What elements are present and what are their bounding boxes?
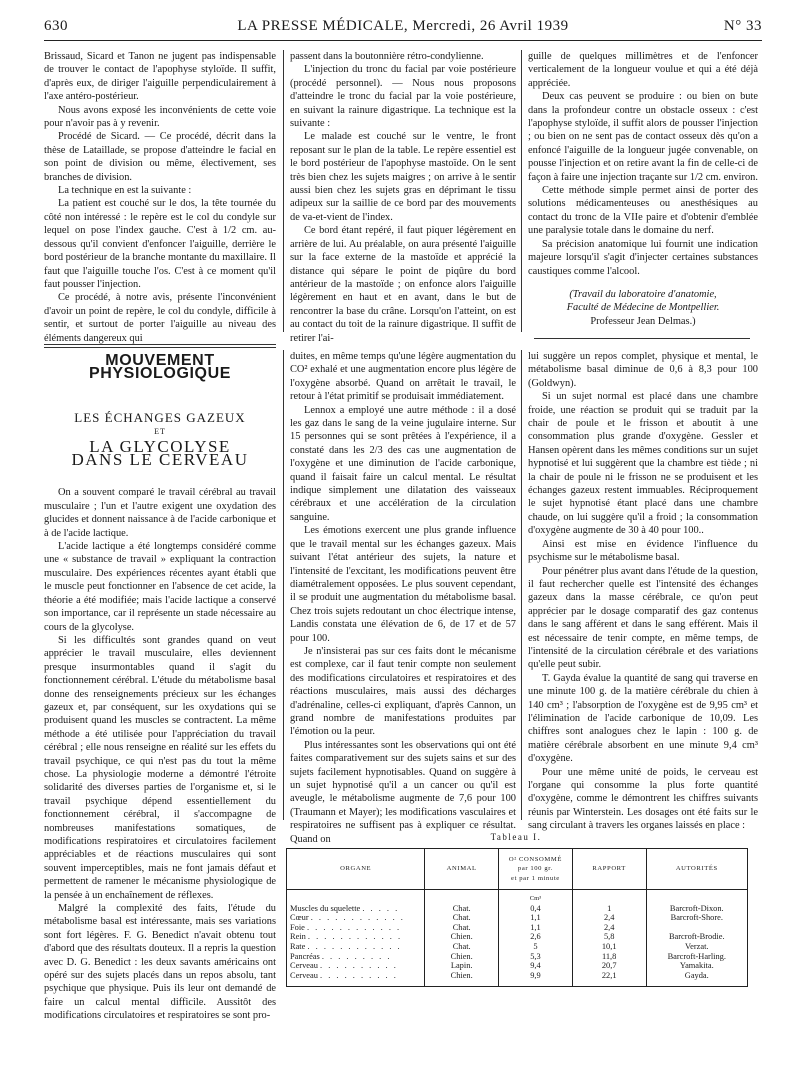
- paragraph: La technique en est la suivante :: [58, 185, 192, 197]
- paragraph: On a souvent comparé le travail cérébral au travail musculaire ; l'un et l'autre exigent une oxydation des glucides et donnent naissance à de l'acide carbonique et à de l'acide lactique.: [44, 487, 276, 539]
- table-row: [287, 952, 748, 962]
- o2-cell: 0,4: [499, 904, 573, 914]
- column-header: ANIMAL: [425, 849, 499, 890]
- paragraph: Malgré la complexité des faits, l'étude du métabolisme basal est intéressante, mais ses variations sont fort légères. F. G. Benedict n'avait obtenu tout d'abord que des résultats douteux. Il a repris la question avec D. G. Benedict : les deux savants américains ont opéré sur des sujets placés dans un repos absolu, tant psychique que physique. Puis ils leur ont demandé de faire un calcul mental difficile. Aussitôt des modifications circulatoires et respiratoires se sont pro-: [44, 903, 276, 1022]
- paragraph: Pour pénétrer plus avant dans l'étude de la question, il faut rechercher quelle est l'intensité des échanges gazeux dans la masse cérébrale, ce qu'on peut apprécier par le dosage comparatif des gaz contenus dans le sang afférent et dans le sang efférent. Mais il est nécessaire de tenir compte, en même temps, de l'intensité de la circulation cérébrale et des variations qu'elle peut subir.: [528, 565, 758, 671]
- ratio-cell: 11,8: [572, 952, 646, 962]
- paragraph: Deux cas peuvent se produire : ou bien on bute dans la profondeur contre un obstacle osseux : c'est l'apophyse styloïde, il suffit alors de pousser l'injection ; ou bien on ne sent pas de contact osseux dès qu'on a enfoncé l'aiguille de la longueur jugée convenable, on pousse l'injection et on retire avant la fin de celle-ci de façon à faire une injection traçante sur 1/2 cm. environ.: [528, 91, 758, 183]
- paragraph: Lennox a employé une autre méthode : il a dosé les gaz dans le sang de la veine jugulaire interne. Sur 15 personnes qui se sont prêtées à l'expérience, il a constaté dans les 2/3 des cas une augmentation de l'oxygène et une diminution de l'acide carbonique, quand il faisait faire un calcul mental. Le résultat indique simplement une dilatation des vaisseaux cérébraux et une accélération de la circulation sanguine.: [290, 404, 516, 523]
- paragraph: Brissaud, Sicard et Tanon ne jugent pas indispensable de trouver le contact de l'apophyse styloïde. Il suffit, d'après eux, de diriger l'aiguille perpendiculairement à l'axe antéro-postérieur.: [44, 51, 276, 103]
- article-column-2: [290, 350, 516, 846]
- header-line: par 100 gr.: [517, 865, 553, 873]
- column-divider: [283, 50, 284, 332]
- animal-cell: Chat.: [425, 913, 499, 923]
- column-divider: [521, 350, 522, 820]
- data-table: [286, 848, 748, 987]
- credit-line: Faculté de Médecine de Montpellier.: [566, 302, 720, 314]
- animal-cell: Chien.: [425, 932, 499, 942]
- paragraph: Sa précision anatomique lui fournit une indication majeure lorsqu'il s'agit d'injecter certaines substances caustiques comme l'alcool.: [528, 238, 758, 277]
- ratio-cell: 20,7: [572, 961, 646, 971]
- issue-number: N° 33: [723, 18, 762, 34]
- paragraph: Je n'insisterai pas sur ces faits dont le mécanisme est complexe, car il faut tenir compte non seulement des modifications circulatoires et respiratoires et des réactions musculaires, mais aussi des décharges d'adrénaline, celles-ci expliquant, d'après Cannon, un grand nombre de manifestations produites par l'émotion ou la peur.: [290, 645, 516, 738]
- animal-cell: Chat.: [425, 923, 499, 933]
- o2-cell: 9,4: [499, 961, 573, 971]
- table-header-row: [287, 849, 748, 890]
- o2-cell: 1,1: [499, 923, 573, 933]
- paragraph: Les émotions exercent une plus grande influence que le travail mental sur les échanges gazeux. Mais suivant l'état antérieur des sujets, la nature et l'intensité de l'excitant, les modifications peuvent être diamétralement opposées. Le plus souvent cependant, il se produit une augmentation du métabolisme basal. Chez trois sujets redoutant un choc électrique intense, Landis constata une élévation de 6, de 17 et de 57 pour 100.: [290, 525, 516, 644]
- header-line: et par 1 minute: [511, 874, 560, 882]
- o2-cell: 5,3: [499, 952, 573, 962]
- top-column-3: [528, 50, 758, 328]
- credit-author: Professeur Jean Delmas.): [590, 315, 696, 327]
- organ-cell: Foie . . . . . . . . . . . .: [287, 923, 425, 933]
- column-divider: [521, 50, 522, 332]
- paragraph: Ainsi est mise en évidence l'influence du psychisme sur le métabolisme basal.: [528, 538, 758, 564]
- top-column-2: [290, 50, 516, 345]
- table-row: [287, 942, 748, 952]
- paragraph: Si un sujet normal est placé dans une chambre froide, une réaction se produit qui se traduit par la chair de poule et le frisson et aboutit à une consommation plus grande d'oxygène. Gessler et Hansen opèrent dans les mêmes conditions sur un sujet hypnotisé et lui suggèrent que la chambre est tiède ; ni la chair de poule ni le frisson ne se produisent et les échanges gazeux restent immuables. Réciproquement le sujet hypnotisé étant placé dans une chambre chaude, on lui suggère qu'il a froid ; la consommation d'oxygène augmente de 30 à 40 pour 100..: [528, 391, 758, 537]
- authority-cell: Yamakita.: [646, 961, 747, 971]
- animal-cell: Lapin.: [425, 961, 499, 971]
- organ-cell: Rate . . . . . . . . . . . .: [287, 942, 425, 952]
- animal-cell: Chat.: [425, 942, 499, 952]
- organ-cell: Cerveau . . . . . . . . . .: [287, 971, 425, 987]
- paragraph: Si les difficultés sont grandes quand on veut apprécier le travail musculaire, elles deviennent presque insurmontables quand il s'agit du fonctionnement cérébral. L'étude du métabolisme basal donne des renseignements précieux sur les échanges gazeux et, par conséquent, sur les oxydations qui se produisent quand les muscles se contractent. La même méthode a été utilisée pour l'appréciation du travail cérébral ; elle nous renseigne en réalité sur les effets du travail psychique, ce qui n'est pas du tout la même chose. La physiologie moderne a démontré l'étroite solidarité des diverses parties de l'organisme et, si le travail psychique dépend essentiellement du fonctionnement cérébral, il s'accompagne de nombreuses manifestations somatiques, de modifications respiratoires et circulatoires facilement appréciables et de réactions musculaires qui sont souvent imperceptibles, mais ne font jamais défaut et permettent de ramener le mécanisme physiologique de la pensée à un enchaînement de réflexes.: [44, 634, 276, 901]
- paragraph: duites, en même temps qu'une légère augmentation du CO² exhalé et une augmentation encore plus légère de l'oxygène absorbé. Quand on arrêtait le travail, le retour à l'état primitif se produisait immédiatement.: [290, 351, 516, 403]
- authority-cell: Verzat.: [646, 942, 747, 952]
- authority-cell: Barcroft-Harling.: [646, 952, 747, 962]
- authority-cell: Gayda.: [646, 971, 747, 987]
- ratio-cell: 5,8: [572, 932, 646, 942]
- paragraph: Procédé de Sicard. — Ce procédé, décrit dans la thèse de Lataillade, se propose d'atteindre le facial en son point de division ou même, électivement, ses branches de division.: [44, 131, 276, 183]
- title-line: DANS LE CERVEAU: [71, 450, 249, 470]
- ratio-cell: 2,4: [572, 913, 646, 923]
- table-row: [287, 971, 748, 987]
- table-row: [287, 904, 748, 914]
- organ-cell: Muscles du squelette . . . . .: [287, 904, 425, 914]
- organ-cell: Cerveau . . . . . . . . . .: [287, 961, 425, 971]
- authority-cell: Barcroft-Brodie.: [646, 932, 747, 942]
- paragraph: Ce bord étant repéré, il faut piquer légèrement en arrière de lui. Au préalable, on aura présenté l'aiguille sur la face externe de la mastoïde et apprécié la distance qui sépare le point de piqûre du bord antérieur de la mastoïde ; on enfonce alors l'aiguille légèrement en haut et en avant, dans le but de rencontrer la base du crâne. Lorsqu'on l'atteint, on est au contact du toit de la rainure digastrique. Il suffit de retirer l'ai-: [290, 225, 516, 344]
- o2-cell: 5: [499, 942, 573, 952]
- page-number: 630: [44, 18, 68, 34]
- paragraph: passent dans la boutonnière rétro-condylienne.: [290, 51, 484, 62]
- table-caption: Tableau I.: [490, 832, 542, 842]
- ratio-cell: 1: [572, 904, 646, 914]
- unit-label: Cm³: [499, 890, 573, 904]
- column-divider: [283, 350, 284, 820]
- paragraph: Cette méthode simple permet ainsi de porter des solutions médicamenteuses ou anesthésiques au contact du tronc de la VIIe paire et d'obtenir d'emblée une paralysie totale dans le domaine du nerf.: [528, 185, 758, 237]
- title-line: LA GLYCOLYSE: [89, 436, 231, 456]
- section-divider: [44, 344, 276, 348]
- paragraph: La patient est couché sur le dos, la tête tournée du côté non intéressé : le repère est le col du condyle sur lequel on pose l'index gauche. C'est à 1/2 cm. au-dessous qu'il convient d'enfoncer l'aiguille, derrière le bord postérieur de la branche montante du maxillaire. Il faut que l'aiguille touche l'os. C'est à ce moment qu'il faut pousser l'injection.: [44, 198, 276, 290]
- paragraph: Pour une même unité de poids, le cerveau est l'organe qui consomme la plus forte quantité d'oxygène, comme le démontrent les chiffres suivants réunis par Winterstein. Les dosages ont été faits sur le sang circulant à travers les organes laissés en place :: [528, 766, 758, 832]
- section-heading: MOUVEMENT PHYSIOLOGIQUE: [88, 352, 232, 383]
- column-header: [499, 849, 573, 890]
- paragraph: guille de quelques millimètres et de l'enfoncer verticalement de la longueur voulue et qui a été déjà appréciée.: [528, 51, 758, 89]
- o2-cell: 9,9: [499, 971, 573, 987]
- paragraph: Nous avons exposé les inconvénients de cette voie pour n'avoir pas à y revenir.: [44, 104, 276, 130]
- table-row: [287, 923, 748, 933]
- authority-cell: Barcroft-Shore.: [646, 913, 747, 923]
- table-row: [287, 913, 748, 923]
- ratio-cell: 22,1: [572, 971, 646, 987]
- header-line: O² CONSOMMÉ: [508, 855, 562, 863]
- animal-cell: Chien.: [425, 971, 499, 987]
- title-conjunction: ET: [154, 427, 166, 437]
- table-row: [287, 932, 748, 942]
- title-line: LES ÉCHANGES GAZEUX: [74, 409, 246, 425]
- paragraph: Le malade est couché sur le ventre, le front reposant sur le plan de la table. Le repère essentiel est le bord postérieur de l'apophyse mastoïde. On le sent très bien chez les sujets maigres ; on arrive à le sentir aussi bien chez les sujets gras en déprimant le tissu adipeux sur la saillie de ce bord par des mouvements de va-et-vient de l'index.: [290, 131, 516, 223]
- credit-line: (Travail du laboratoire d'anatomie,: [569, 288, 717, 300]
- column-header: AUTORITÉS: [646, 849, 747, 890]
- article-column-3: [528, 350, 758, 833]
- organ-cell: Pancréas . . . . . . . . .: [287, 952, 425, 962]
- o2-cell: 1,1: [499, 913, 573, 923]
- authority-cell: [646, 923, 747, 933]
- column-header: RAPPORT: [572, 849, 646, 890]
- authority-cell: Barcroft-Dixon.: [646, 904, 747, 914]
- animal-cell: Chien.: [425, 952, 499, 962]
- section-divider: [534, 338, 750, 339]
- ratio-cell: 2,4: [572, 923, 646, 933]
- journal-title: LA PRESSE MÉDICALE, Mercredi, 26 Avril 1939: [237, 18, 569, 34]
- table-unit-row: [287, 890, 748, 904]
- paragraph: lui suggère un repos complet, physique et mental, le métabolisme basal diminue de 0,6 à 8,3 pour 100 (Goldwyn).: [528, 351, 758, 389]
- animal-cell: Chat.: [425, 904, 499, 914]
- article-column-1: [44, 354, 276, 1023]
- article-credit: [528, 288, 758, 328]
- column-header: ORGANE: [287, 849, 425, 890]
- article-title: [44, 409, 276, 470]
- paragraph: Plus intéressantes sont les observations qui ont été faites comparativement sur des sujets sains et sur des sujets facilement hypnotisables. Quand on suggère à un sujet hypnotisé qu'il a un cancer ou qu'il est aveugle, le métabolisme augmente de 7,6 pour 100 (Traumann et Mayer); les modifications vasculaires et respiratoires ne suffisent pas à expliquer ce résultat. Quand on: [290, 739, 516, 845]
- paragraph: L'injection du tronc du facial par voie postérieure (procédé personnel). — Nous nous proposons d'atteindre le tronc du facial par la voie postérieure, en suivant la rainure digastrique. La technique est la suivante :: [290, 64, 516, 130]
- organ-cell: Cœur . . . . . . . . . . . .: [287, 913, 425, 923]
- organ-cell: Rein . . . . . . . . . . . .: [287, 932, 425, 942]
- ratio-cell: 10,1: [572, 942, 646, 952]
- paragraph: T. Gayda évalue la quantité de sang qui traverse en une minute 100 g. de la matière cérébrale du chien à 140 cm³ ; l'absorption de l'oxygène est de 9,95 cm³ et l'élimination de l'acide carbonique de 10,09. Les chiffres sont analogues chez le lapin : 100 g. de matière cérébrale absorbent en une minute 9,4 cm³ d'oxygène.: [528, 672, 758, 765]
- top-column-1: [44, 50, 276, 345]
- table-row: [287, 961, 748, 971]
- paragraph: Ce procédé, à notre avis, présente l'inconvénient d'avoir un point de repère, le col du condyle, difficile à sentir, et surtout de porter l'aiguille au niveau des éléments dangereux qui: [44, 292, 276, 344]
- paragraph: L'acide lactique a été longtemps considéré comme une « substance de travail » expliquant la contraction musculaire. Des expériences récentes ayant établi que le muscle peut fonctionner en l'absence de cet acide, la théorie a été modifiée; mais l'acide lactique a conservé son importance, car il représente un stade nécessaire au cours de la glycolyse.: [44, 541, 276, 633]
- o2-cell: 2,6: [499, 932, 573, 942]
- page-header: [44, 18, 762, 41]
